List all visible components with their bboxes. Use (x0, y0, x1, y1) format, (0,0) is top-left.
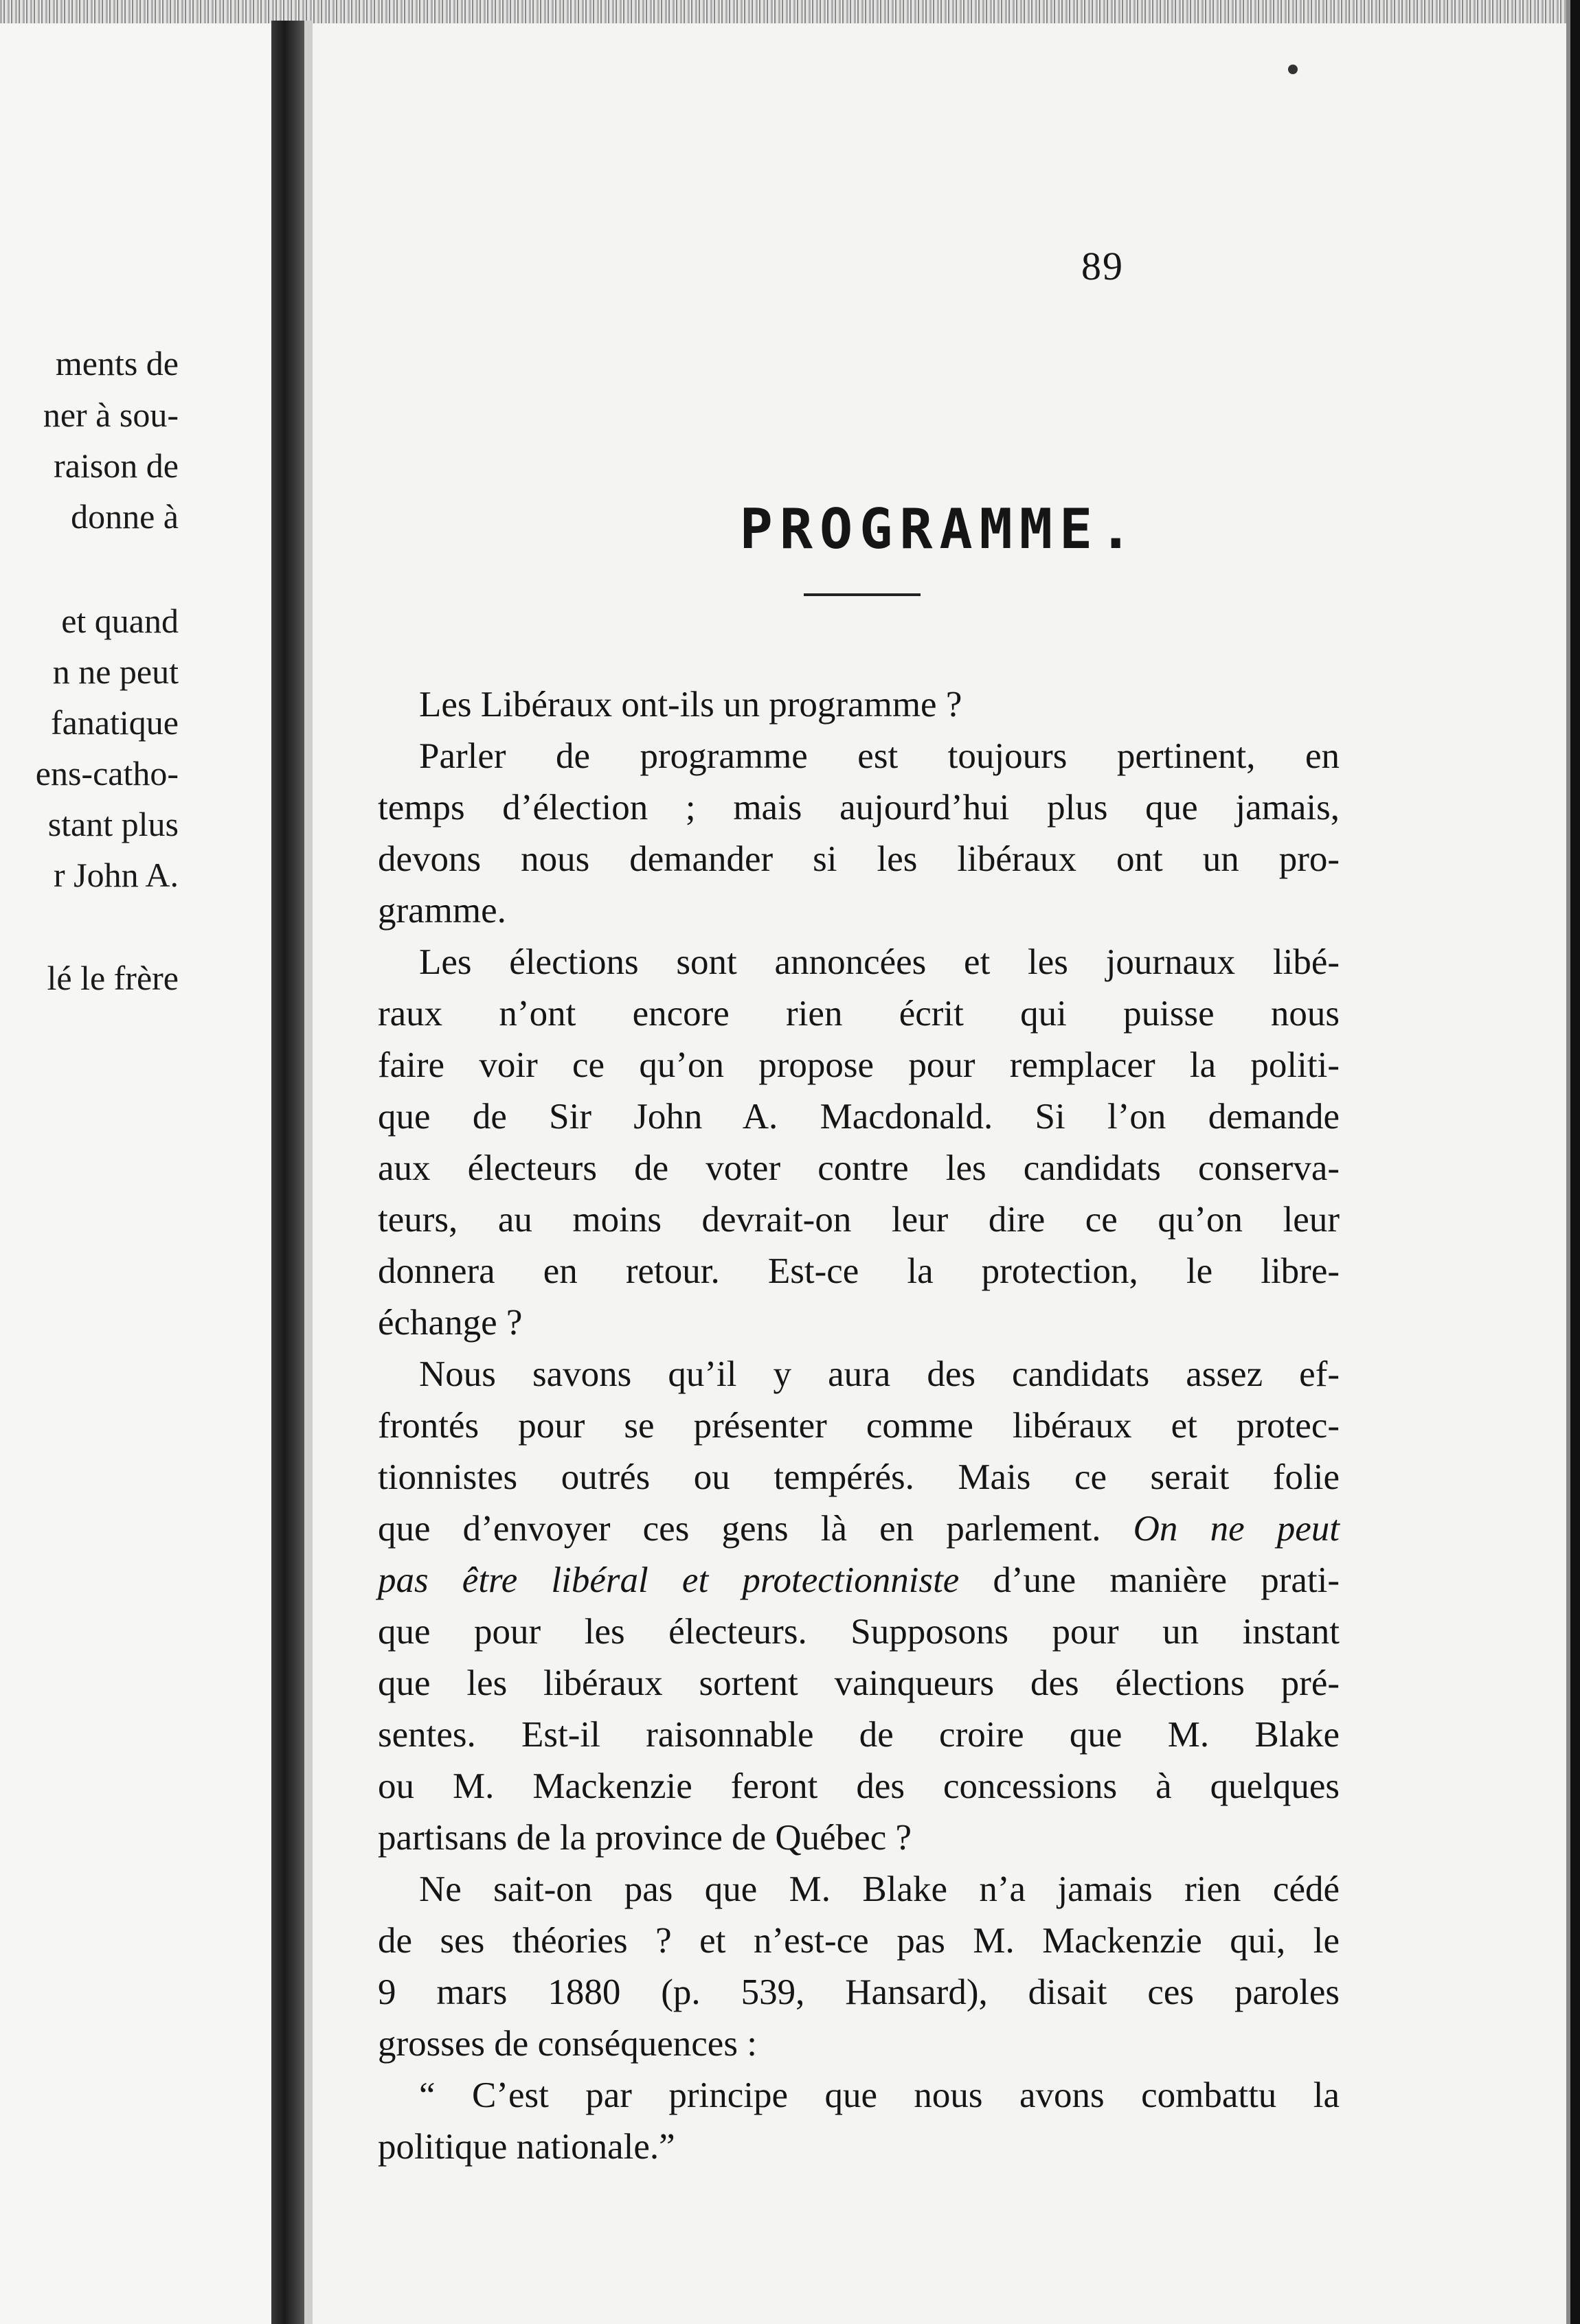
body-text (378, 679, 1340, 2173)
page-gutter-edge (304, 21, 313, 2324)
text-line: Les élections sont annoncées et les journaux libé- (419, 942, 1340, 982)
text-line: Nous savons qu’il y aura des candidats assez ef- (419, 1354, 1340, 1394)
text-line: temps d’élection ; mais aujourd’hui plus que jamais, (378, 788, 1340, 828)
italic-phrase: On ne peut (1133, 1509, 1340, 1549)
scan-border-inner (1566, 0, 1570, 2324)
left-page-line: et quand (61, 602, 179, 640)
text-line: “ C’est par principe que nous avons combattu la (419, 2075, 1340, 2115)
scanner-strip (0, 0, 1580, 23)
title-rule (804, 593, 921, 596)
text-line: donnera en retour. Est-ce la protection, le libre- (378, 1251, 1340, 1291)
text-line: que de Sir John A. Macdonald. Si l’on demande (378, 1097, 1340, 1137)
text-line: Ne sait-on pas que M. Blake n’a jamais rien cédé (419, 1869, 1340, 1909)
text-segment: d’une manière prati- (993, 1560, 1340, 1600)
text-line: Les Libéraux ont-ils un programme ? (419, 685, 962, 725)
text-line: que pour les électeurs. Supposons pour un instant (378, 1612, 1340, 1652)
left-page-line: ens-catho- (35, 754, 179, 793)
left-page-line: lé le frère (47, 959, 179, 997)
text-line: raux n’ont encore rien écrit qui puisse nous (378, 994, 1340, 1034)
text-line: que les libéraux sortent vainqueurs des élections pré- (378, 1663, 1340, 1703)
text-line: échange ? (378, 1303, 523, 1343)
italic-phrase: pas être libéral et protectionniste (378, 1560, 960, 1600)
left-page-line: ner à sou- (43, 396, 179, 434)
left-page-line: fanatique (50, 703, 179, 742)
text-line: aux électeurs de voter contre les candidats conserva- (378, 1148, 1340, 1188)
main-page (313, 23, 1566, 2324)
text-line: partisans de la province de Québec ? (378, 1818, 912, 1858)
ink-speck (1288, 65, 1298, 74)
text-line: gramme. (378, 891, 506, 931)
scan-border (1570, 0, 1580, 2324)
text-line: 9 mars 1880 (p. 539, Hansard), disait ces paroles (378, 1972, 1340, 2012)
text-segment: que d’envoyer ces gens là en parlement. (378, 1509, 1101, 1549)
text-line: Parler de programme est toujours pertinent, en (419, 736, 1340, 776)
text-line: grosses de conséquences : (378, 2024, 757, 2064)
text-line (378, 1503, 1340, 1555)
left-page-line: stant plus (47, 805, 179, 843)
text-line: sentes. Est-il raisonnable de croire que M. Blake (378, 1715, 1340, 1755)
text-line: teurs, au moins devrait-on leur dire ce qu’on leur (378, 1200, 1340, 1240)
left-page-line: r John A. (54, 856, 179, 894)
left-page-line: ments de (55, 344, 179, 383)
left-page-line: n ne peut (52, 652, 179, 691)
text-line: tionnistes outrés ou tempérés. Mais ce serait folie (378, 1457, 1340, 1497)
page-title: PROGRAMME. (739, 497, 1140, 561)
text-line: politique nationale.” (378, 2127, 675, 2167)
text-line: frontés pour se présenter comme libéraux et protec- (378, 1406, 1340, 1446)
text-line (378, 1555, 1340, 1606)
left-facing-page (0, 23, 271, 2324)
left-page-line: donne à (71, 497, 179, 536)
left-page-line: raison de (54, 446, 179, 485)
text-line: devons nous demander si les libéraux ont un pro- (378, 839, 1340, 879)
page-number: 89 (1081, 244, 1124, 288)
text-line: faire voir ce qu’on propose pour remplacer la politi- (378, 1045, 1340, 1085)
text-line: ou M. Mackenzie feront des concessions à quelques (378, 1766, 1340, 1806)
page-gutter (271, 21, 304, 2324)
text-line: de ses théories ? et n’est-ce pas M. Mackenzie qui, le (378, 1921, 1340, 1961)
